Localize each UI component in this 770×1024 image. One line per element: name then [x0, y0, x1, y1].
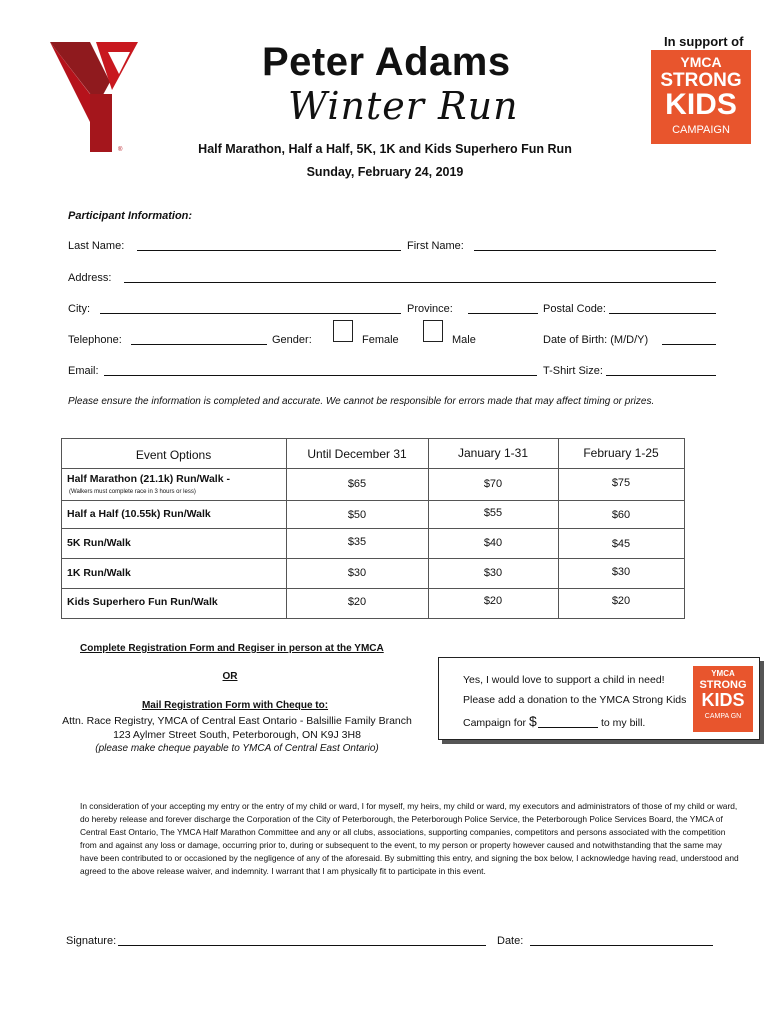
- date-field[interactable]: [530, 945, 713, 946]
- first-name-label: First Name:: [407, 240, 464, 252]
- dollar-sign: $: [529, 713, 537, 729]
- registered-mark: ®: [118, 147, 123, 153]
- table-row-event: 5K Run/Walk: [67, 537, 131, 549]
- province-field[interactable]: [468, 313, 538, 314]
- postal-code-field[interactable]: [609, 313, 716, 314]
- table-row-event: Half a Half (10.55k) Run/Walk: [67, 508, 211, 520]
- last-name-field[interactable]: [137, 250, 401, 251]
- signature-label: Signature:: [66, 935, 117, 947]
- in-person-text: Complete Registration Form and Regiser in person at the YMCA: [80, 643, 384, 654]
- table-cell: $60: [611, 509, 631, 521]
- mail-heading: Mail Registration Form with Cheque to:: [141, 700, 329, 711]
- or-text: OR: [222, 671, 238, 682]
- logo-ymca-text: YMCA: [680, 54, 722, 70]
- email-label: Email:: [68, 365, 99, 377]
- table-cell: $35: [347, 536, 367, 548]
- page-title: Peter Adams: [262, 40, 511, 84]
- address-field[interactable]: [124, 282, 716, 283]
- tshirt-label: T-Shirt Size:: [543, 365, 603, 377]
- table-row-event: Half Marathon (21.1k) Run/Walk -: [67, 473, 230, 485]
- male-checkbox[interactable]: [423, 320, 443, 342]
- province-label: Province:: [407, 303, 453, 315]
- signature-field[interactable]: [118, 945, 486, 946]
- dob-label: Date of Birth: (M/D/Y): [543, 334, 649, 346]
- waiver-text: In consideration of your accepting my entry or the entry of my child or ward, I for myself, my heirs, my child or ward, my executors and administrators of those of my child or ward, do hereby release and forever discharge the Corporation of the City of Peterborough, the Peterborough Police Service, the Peterborough Police Services Board, the YMCA of Central East Ontario, The YMCA Half Marathon Committee and any or all clubs, associations, supporting companies, competitors and persons associated with the competition from and against any loss or damage, occurring prior to, during or subsequent to the event, to my person or property however caused and notwithstanding that the same may have been contributed to or occasioned by the negligence of any of the aforesaid. By submitting this entry, and signing the box below, I acknowledge having read, understood and agreed to the above release waiver, and indemnity. I warrant that I am physically fit to participate in this event.: [80, 801, 739, 876]
- telephone-label: Telephone:: [68, 334, 122, 346]
- logo-kids-text: KIDS: [701, 690, 745, 710]
- city-field[interactable]: [100, 313, 401, 314]
- logo-strong-text: STRONG: [699, 679, 747, 691]
- table-cell: $20: [611, 595, 631, 607]
- strong-kids-small-logo: [693, 666, 753, 732]
- table-row-note: (Walkers must complete race in 3 hours or less): [69, 489, 196, 495]
- logo-campaign-text: CAMPAIGN: [672, 124, 730, 136]
- accuracy-notice: Please ensure the information is completed and accurate. We cannot be responsible for errors made that may affect timing or prizes.: [68, 396, 655, 407]
- table-cell: $30: [611, 566, 631, 578]
- table-row-event: 1K Run/Walk: [67, 567, 131, 579]
- table-cell: $75: [611, 477, 631, 489]
- logo-ymca-text: YMCA: [711, 669, 735, 678]
- mail-address-1: Attn. Race Registry, YMCA of Central East Ontario - Balsillie Family Branch: [62, 715, 412, 727]
- table-cell: $40: [483, 537, 503, 549]
- logo-campaign-text: CAMPA GN: [704, 713, 742, 720]
- city-label: City:: [68, 303, 90, 315]
- female-checkbox[interactable]: [333, 320, 353, 342]
- donation-line-1: Yes, I would love to support a child in need!: [463, 674, 665, 686]
- table-cell: $20: [483, 595, 503, 607]
- last-name-label: Last Name:: [68, 240, 125, 252]
- mail-address-2: 123 Aylmer Street South, Peterborough, ON K9J 3H8: [113, 729, 361, 741]
- ymca-logo-icon: [50, 42, 140, 152]
- donation-line-2: Please add a donation to the YMCA Strong Kids: [463, 694, 687, 706]
- logo-kids-text: KIDS: [665, 88, 737, 121]
- email-field[interactable]: [104, 375, 537, 376]
- date-label: Date:: [497, 935, 524, 947]
- table-row-event: Kids Superhero Fun Run/Walk: [67, 596, 218, 608]
- page-subtitle: Winter Run: [288, 84, 519, 128]
- table-header-feb: February 1-25: [583, 446, 659, 460]
- gender-label: Gender:: [272, 334, 312, 346]
- table-header-jan: January 1-31: [457, 446, 529, 460]
- support-text: In support of: [664, 34, 744, 49]
- table-cell: $30: [347, 567, 367, 579]
- events-line: Half Marathon, Half a Half, 5K, 1K and Kids Superhero Fun Run: [198, 142, 572, 156]
- event-date: Sunday, February 24, 2019: [306, 165, 464, 179]
- tshirt-field[interactable]: [606, 375, 716, 376]
- table-cell: $50: [347, 509, 367, 521]
- female-label: Female: [362, 334, 399, 346]
- logo-strong-text: STRONG: [660, 70, 742, 91]
- participant-heading: Participant Information:: [68, 210, 193, 222]
- first-name-field[interactable]: [474, 250, 716, 251]
- table-cell: $20: [347, 596, 367, 608]
- table-cell: $55: [483, 507, 503, 519]
- telephone-field[interactable]: [131, 344, 267, 345]
- table-cell: $70: [483, 478, 503, 490]
- table-header-dec: Until December 31: [307, 447, 407, 461]
- table-cell: $65: [347, 478, 367, 490]
- donation-amount-field[interactable]: [538, 727, 598, 728]
- dob-field[interactable]: [662, 344, 716, 345]
- postal-code-label: Postal Code:: [543, 303, 606, 315]
- table-cell: $30: [483, 567, 503, 579]
- table-header-event: Event Options: [135, 448, 212, 462]
- address-label: Address:: [68, 272, 112, 284]
- strong-kids-logo: [651, 50, 751, 144]
- male-label: Male: [452, 334, 476, 346]
- table-cell: $45: [611, 538, 631, 550]
- cheque-note: (please make cheque payable to YMCA of Central East Ontario): [95, 743, 379, 754]
- donation-line-3b: to my bill.: [601, 717, 646, 729]
- donation-line-3a: Campaign for: [463, 717, 527, 729]
